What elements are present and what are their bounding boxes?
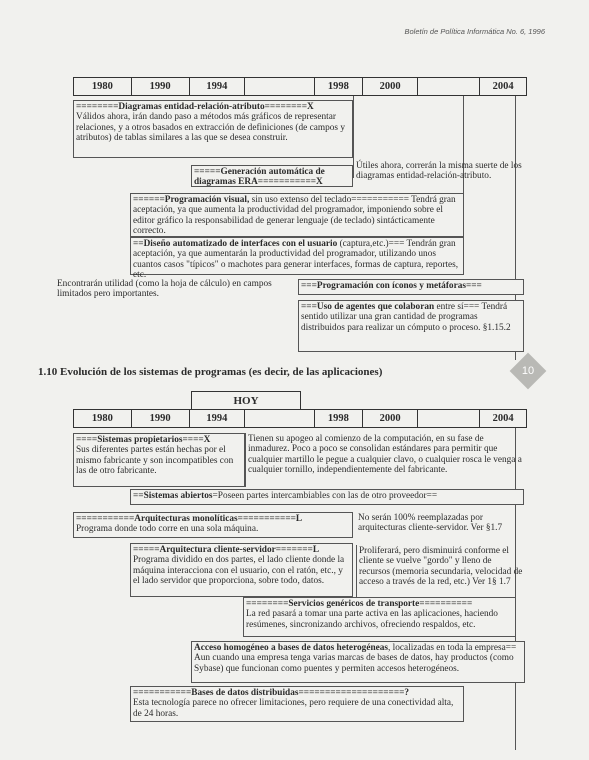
acceso-homogeneo-body: , localizadas en toda la empresa== Aun cuando una empresa tenga varias marcas de bases de datos, hay productos (como Sybase) que funcionan como puentes y permiten accesos heterogéneos. — [194, 643, 517, 674]
iconos-metaforas-block — [298, 279, 524, 295]
year-2004: 2004 — [492, 413, 514, 424]
year-blank — [418, 410, 480, 427]
monoliticas-body: Programa donde todo corre en una sola máquina. — [76, 524, 259, 535]
programacion-visual-body: sin uso extenso del teclado=========== Tendrá gran aceptación, ya que aumenta la productividad del programador, imponiendo sobre el editor gráfico la responsabilidad de generar lenguaje (de teclado) sintácticamente correcto. — [133, 195, 456, 237]
section-title: 1.10 Evolución de los sistemas de programas (es decir, de las aplicaciones) — [38, 366, 383, 378]
year-blank — [245, 78, 315, 95]
sistemas-propietarios-block — [73, 433, 245, 487]
year-2000: 2000 — [363, 410, 419, 427]
acceso-homogeneo-title: Acceso homogéneo a bases de datos heterogéneas — [194, 643, 389, 653]
programacion-visual-block — [130, 193, 464, 237]
iconos-metaforas-title: ===Programación con íconos y metáforas=== — [301, 281, 482, 291]
year-blank — [418, 78, 480, 95]
page-number: 10 — [521, 365, 535, 377]
timeline-2 — [73, 409, 527, 428]
diseno-interfaces-title: ==Diseño automatizado de interfaces con el usuario — [133, 239, 338, 249]
cliente-servidor-block — [130, 543, 353, 597]
sistemas-propietarios-title: ====Sistemas propietarios====X — [76, 435, 211, 445]
agentes-title: ===Uso de agentes que colaboran — [301, 302, 435, 312]
sistemas-propietarios-body: Sus diferentes partes están hechas por el mismo fabricante y son incompatibles con las de otro fabricante. — [76, 445, 234, 477]
timeline-1 — [73, 77, 527, 96]
agentes-body: entre sí=== Tendrá sentido utilizar una gran cantidad de programas distribuidos para realizar un cómputo o proceso. §1.15.2 — [301, 302, 511, 333]
diseno-interfaces-body: (captura,etc.)=== Tendrán gran aceptación, ya que aumentarán la productividad del programador, utilizando unos cuantos casos "típicos" o machotes para generar interfaces, formas de captura, reportes, etc. — [133, 239, 459, 281]
bases-distribuidas-block — [130, 686, 464, 722]
year-1994: 1994 — [190, 78, 246, 95]
agentes-block — [298, 300, 524, 352]
servicios-transporte-body: La red pasará a tomar una parte activa en las aplicaciones, haciendo resúmenes, sincronizando archivos, ofreciendo respaldos, etc. — [246, 609, 498, 630]
servicios-transporte-title: ========Servicios genéricos de transporte========== — [246, 599, 473, 609]
generacion-era-note: Útiles ahora, correrán la misma suerte de los diagramas entidad-relación-atributo. — [356, 161, 522, 182]
year-1980: 1980 — [74, 78, 132, 95]
diseno-interfaces-block — [130, 237, 464, 281]
generacion-era-block — [191, 165, 353, 187]
diagramas-era-block — [73, 100, 353, 158]
spreadsheet-note: Encontrarán utilidad (como la hoja de cálculo) en campos limitados pero importantes. — [57, 279, 272, 300]
acceso-homogeneo-block — [191, 641, 525, 683]
year-blank — [245, 410, 315, 427]
year-2004: 2004 — [492, 81, 514, 92]
servicios-transporte-block — [243, 597, 516, 637]
year-1998: 1998 — [315, 410, 363, 427]
year-1994: 1994 — [190, 410, 246, 427]
sistemas-abiertos-title: ==Sistemas abiertos — [133, 491, 213, 501]
programacion-visual-title: ======Programación visual, — [133, 195, 250, 205]
generacion-era-title: =====Generación automática de diagramas ERA===========X — [194, 167, 325, 188]
monoliticas-title: ===========Arquitecturas monolíticas===========L — [76, 514, 303, 524]
sistemas-abiertos-body: =Poseen partes intercambiables con las de otro proveedor== — [212, 491, 438, 501]
page-header: Boletín de Política Informática No. 6, 1996 — [404, 27, 545, 36]
year-1980: 1980 — [74, 410, 132, 427]
bases-distribuidas-title: ===========Bases de datos distribuidas====================? — [133, 688, 410, 698]
sistemas-abiertos-block — [130, 489, 524, 505]
cliente-servidor-title: =====Arquitectura cliente-servidor=======L — [133, 545, 320, 555]
sistemas-propietarios-note: Tienen su apogeo al comienzo de la computación, en su fase de inmadurez. Poco a poco se consolidan estándares para permitir que cualquier martillo le pegue a cualquier clavo, o cualquier rosca le venga a cualquier tornillo, independientemente del fabricante. — [245, 433, 525, 487]
monoliticas-block — [73, 512, 353, 538]
year-1990: 1990 — [132, 410, 190, 427]
diagramas-era-body: Válidos ahora, irán dando paso a métodos más gráficos de representar relaciones, y a otros basados en extracción de definiciones (de campos y atributos) de tablas similares a las que se desea construir. — [76, 112, 345, 144]
monoliticas-note: No serán 100% reemplazadas por arquitecturas cliente-servidor. Ver §1.7 — [358, 513, 503, 534]
year-2000: 2000 — [363, 78, 419, 95]
bases-distribuidas-body: Esta tecnología parece no ofrecer limitaciones, pero requiere de una conectividad alta, de 24 horas. — [133, 698, 454, 719]
year-1990: 1990 — [132, 78, 190, 95]
diagramas-era-title: ========Diagramas entidad-relación-atributo========X — [76, 102, 314, 112]
hoy-label: HOY — [191, 391, 301, 409]
year-1998: 1998 — [315, 78, 363, 95]
cliente-servidor-body: Programa dividido en dos partes, el lado cliente donde la máquina interacciona con el usuario, con el ratón, etc., y el lado servidor que proporciona, sobre todo, datos. — [133, 555, 345, 587]
cliente-servidor-note: Proliferará, pero disminuirá conforme el cliente se vuelve "gordo" y lleno de recursos (memoria secundaria, velocidad de acceso a través de la red, etc.) Ver 1§ 1.7 — [356, 545, 526, 597]
